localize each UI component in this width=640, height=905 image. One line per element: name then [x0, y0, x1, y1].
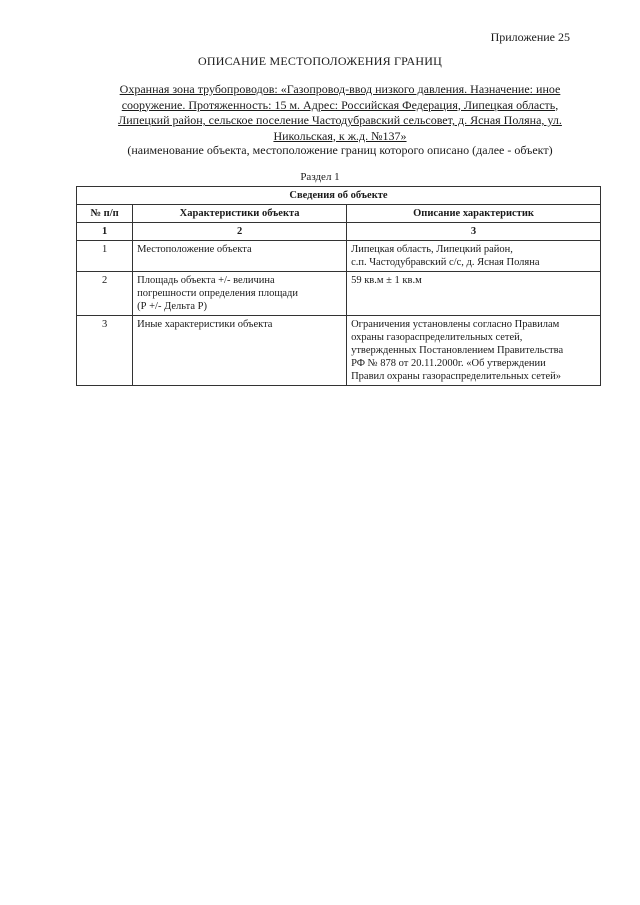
cell-line: Местоположение объекта [137, 244, 252, 255]
column-header-characteristic: Характеристики объекта [133, 205, 347, 223]
table-caption-row [77, 187, 601, 205]
cell-line: утвержденных Постановлением Правительства [351, 345, 564, 356]
row-characteristic [133, 241, 347, 272]
column-number: 1 [77, 223, 133, 241]
cell-line: охраны газораспределительных сетей, [351, 332, 523, 343]
cell-line: Ограничения установлены согласно Правилам [351, 319, 560, 330]
object-name-line: Липецкий район, сельское поселение Частодубравский сельсовет, д. Ясная Поляна, ул. [118, 113, 562, 127]
cell-line: Иные характеристики объекта [137, 319, 273, 330]
object-name-line: Охранная зона трубопроводов: «Газопровод-ввод низкого давления. Назначение: иное [119, 82, 561, 96]
cell-line: Правил охраны газораспределительных сетей» [351, 371, 561, 382]
row-description [347, 316, 601, 386]
column-header-number: № п/п [77, 205, 133, 223]
cell-line: с.п. Частодубравский с/с, д. Ясная Поляна [351, 257, 540, 268]
cell-line: погрешности определения площади [137, 288, 299, 299]
row-number: 2 [77, 272, 133, 316]
section-title: Раздел 1 [300, 171, 340, 183]
cell-line: РФ № 878 от 20.11.2000г. «Об утверждении [351, 358, 546, 369]
cell-line: (Р +/- Дельта Р) [137, 301, 208, 312]
table-caption: Сведения об объекте [77, 187, 601, 205]
row-characteristic [133, 316, 347, 386]
cell-line: Площадь объекта +/- величина [137, 275, 275, 286]
row-number: 3 [77, 316, 133, 386]
table-row [77, 272, 601, 316]
cell-line: 59 кв.м ± 1 кв.м [351, 275, 422, 286]
appendix-label: Приложение 25 [490, 30, 570, 44]
object-note: (наименование объекта, местоположение границ которого описано (далее - объект) [127, 143, 553, 157]
column-number: 3 [347, 223, 601, 241]
row-number: 1 [77, 241, 133, 272]
object-info-table [76, 186, 601, 386]
object-name [90, 82, 590, 144]
column-header-description: Описание характеристик [347, 205, 601, 223]
column-number: 2 [133, 223, 347, 241]
cell-line: Липецкая область, Липецкий район, [351, 244, 513, 255]
table-row [77, 241, 601, 272]
table-column-number-row [77, 223, 601, 241]
object-name-line: Никольская, к ж.д. №137» [273, 128, 407, 143]
object-name-line: сооружение. Протяженность: 15 м. Адрес: Российская Федерация, Липецкая область, [121, 97, 559, 112]
table-row [77, 316, 601, 386]
row-description [347, 241, 601, 272]
table-header-row [77, 205, 601, 223]
document-title: ОПИСАНИЕ МЕСТОПОЛОЖЕНИЯ ГРАНИЦ [198, 54, 442, 68]
row-characteristic [133, 272, 347, 316]
row-description [347, 272, 601, 316]
